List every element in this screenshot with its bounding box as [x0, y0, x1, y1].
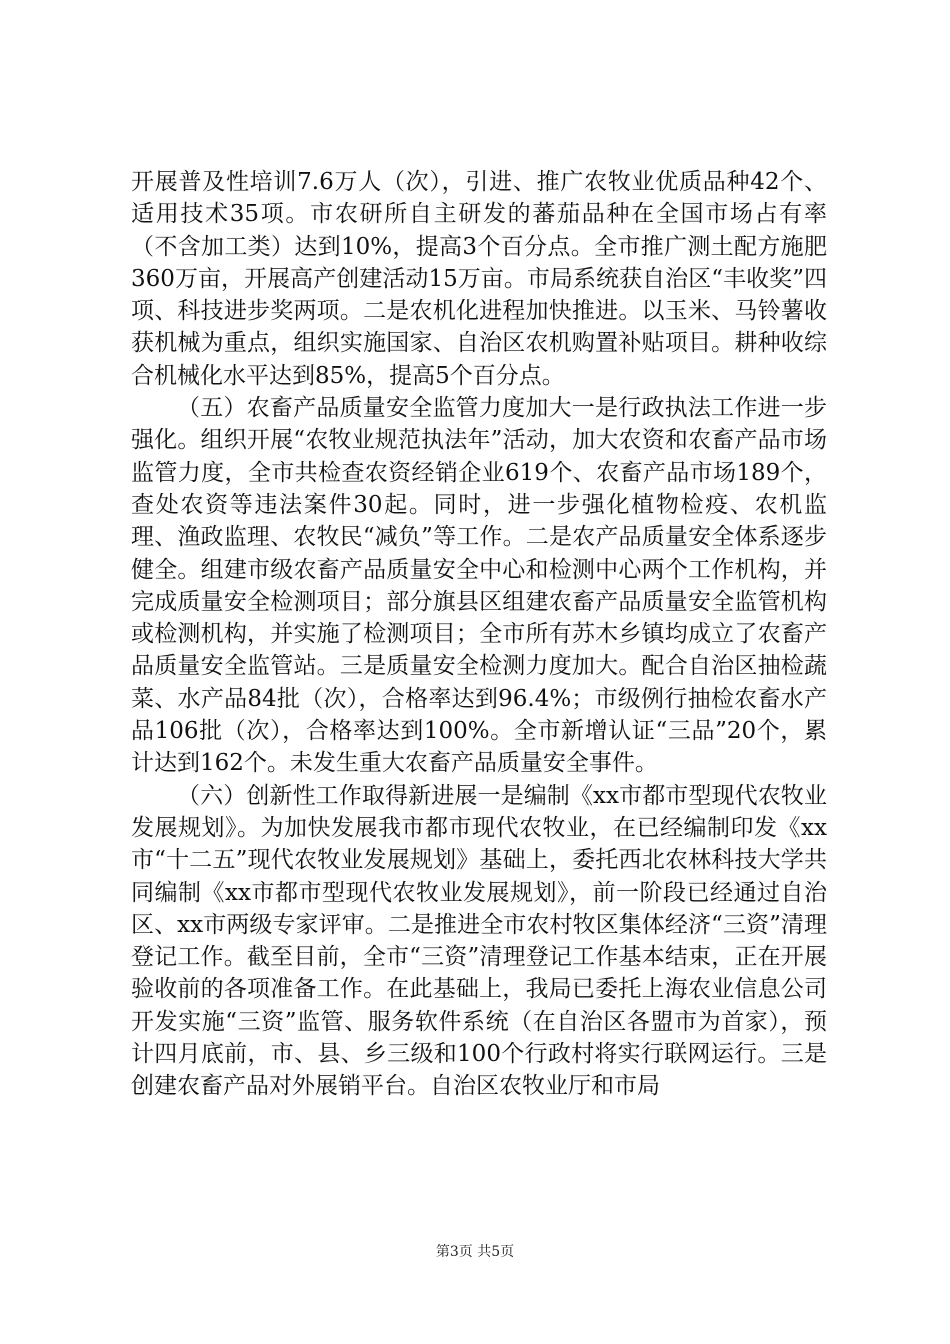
- paragraph-agri-tech: 开展普及性培训7.6万人（次），引进、推广农牧业优质品种42个、适用技术35项。市农研所自主研发的蕃茄品种在全国市场占有率（不含加工类）达到10%，提高3个百分点。全市推广测土配方施肥360万亩，开展高产创建活动15万亩。市局系统获自治区“丰收奖”四项、科技进步奖两项。二是农机化进程加快推进。以玉米、马铃薯收获机械为重点，组织实施国家、自治区农机购置补贴项目。耕种收综合机械化水平达到85%，提高5个百分点。: [131, 169, 827, 389]
- page-number-footer: 第3页 共5页: [435, 1244, 515, 1260]
- paragraph-quality-safety: （五）农畜产品质量安全监管力度加大一是行政执法工作进一步强化。组织开展“农牧业规范执法年”活动，加大农资和农畜产品市场监管力度，全市共检查农资经销企业619个、农畜产品市场189个，查处农资等违法案件30起。同时，进一步强化植物检疫、农机监理、渔政监理、农牧民“减负”等工作。二是农产品质量安全体系逐步健全。组建市级农畜产品质量安全中心和检测中心两个工作机构，并完成质量安全检测项目；部分旗县区组建农畜产品质量安全监管机构或检测机构，并实施了检测项目；全市所有苏木乡镇均成立了农畜产品质量安全监管站。三是质量安全检测力度加大。配合自治区抽检蔬菜、水产品84批（次），合格率达到96.4%；市级例行抽检农畜水产品106批（次），合格率达到100%。全市新增认证“三品”20个，累计达到162个。未发生重大农畜产品质量安全事件。: [131, 395, 827, 777]
- document-body: [131, 166, 827, 1103]
- paragraph-innovation: （六）创新性工作取得新进展一是编制《xx市都市型现代农牧业发展规划》。为加快发展我市都市现代农牧业，在已经编制印发《xx市“十二五”现代农牧业发展规划》基础上，委托西北农林科技大学共同编制《xx市都市型现代农牧业发展规划》，前一阶段已经通过自治区、xx市两级专家评审。二是推进全市农村牧区集体经济“三资”清理登记工作。截至目前，全市“三资”清理登记工作基本结束，正在开展验收前的各项准备工作。在此基础上，我局已委托上海农业信息公司开发实施“三资”监管、服务软件系统（在自治区各盟市为首家），预计四月底前，市、县、乡三级和100个行政村将实行联网运行。三是创建农畜产品对外展销平台。自治区农牧业厅和市局: [131, 782, 827, 1100]
